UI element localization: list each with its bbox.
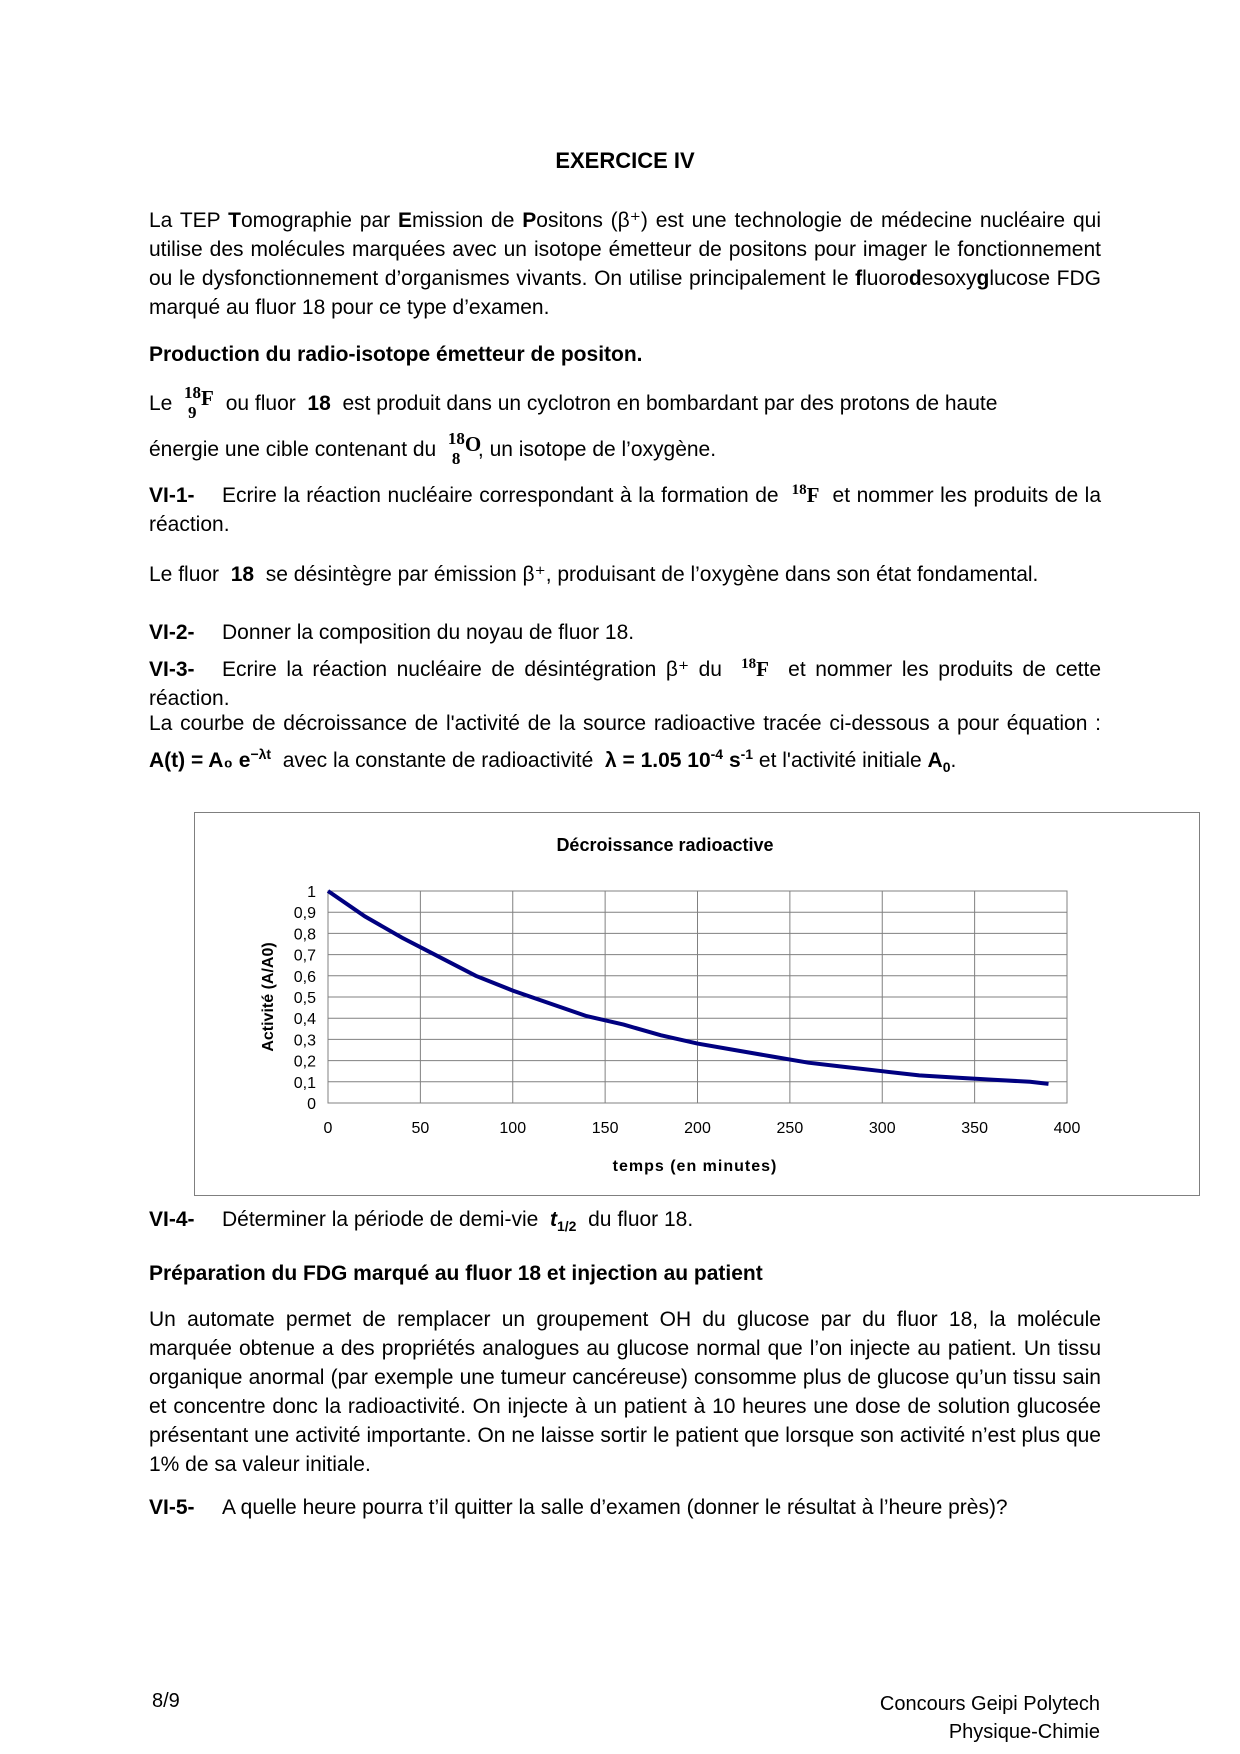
nuclide-fluorine-18: 18 9 F bbox=[184, 383, 214, 422]
x-tick-label: 400 bbox=[1053, 1120, 1081, 1137]
question-vi-2: VI-2- Donner la composition du noyau de fluor 18. bbox=[149, 621, 635, 644]
y-tick-label: 0 bbox=[307, 1096, 316, 1113]
question-vi-3: VI-3- Ecrire la réaction nucléaire de désintégration β⁺ du $^{18}$F et nommer les produits de cette réaction. bbox=[149, 656, 1102, 710]
equation: A(t) = A₀ e bbox=[149, 749, 251, 772]
y-tick-label: 0,4 bbox=[293, 1011, 316, 1029]
footer-line-1: Concours Geipi Polytech bbox=[879, 1693, 1100, 1715]
x-tick-label: 300 bbox=[868, 1120, 896, 1137]
y-axis-label: Activité (A/A0) bbox=[260, 942, 277, 1052]
x-tick-label: 50 bbox=[411, 1120, 430, 1137]
x-tick-label: 200 bbox=[684, 1120, 711, 1137]
production-line-1: Le 18 9 F ou fluor 18 est produit dans un cyclotron en bombardant par des protons de haute bbox=[149, 383, 998, 422]
y-tick-label: 0,9 bbox=[293, 905, 316, 923]
nuclide-oxygen-18: 18 8 O bbox=[447, 429, 482, 468]
y-tick-label: 0,5 bbox=[293, 990, 316, 1007]
decay-curve bbox=[328, 891, 1049, 1084]
y-tick-label: 0,8 bbox=[293, 926, 316, 944]
section-heading-preparation: Préparation du FDG marqué au fluor 18 et injection au patient bbox=[149, 1262, 763, 1285]
decay-paragraph: Le fluor 18 se désintègre par émission β⁺, produisant de l’oxygène dans son état fondamental. bbox=[149, 563, 1039, 586]
x-axis-label: temps (en minutes) bbox=[612, 1158, 778, 1175]
x-tick-label: 100 bbox=[499, 1120, 527, 1137]
decay-chart bbox=[194, 812, 1200, 1196]
footer-line-2: Physique-Chimie bbox=[948, 1721, 1100, 1743]
y-tick-label: 0,1 bbox=[293, 1074, 316, 1092]
x-tick-label: 250 bbox=[776, 1120, 804, 1137]
question-vi-4: VI-4- Déterminer la période de demi-vie $t_{1/2}$ du fluor 18. bbox=[149, 1208, 694, 1235]
intro-paragraph: La TEP Tomographie par Emission de Positons (β⁺) est une technologie de médecine nucléaire qui utilise des molécules marquées avec un isotope émetteur de positons pour imager le fonctionnement ou le dysfonctionnement d’organismes vivants. On utilise principalement le fluorodesoxyglucose FDG marqué au fluor 18 pour ce type d’examen. bbox=[149, 209, 1101, 319]
exercise-title: EXERCICE IV bbox=[555, 148, 695, 173]
preparation-paragraph: Un automate permet de remplacer un groupement OH du glucose par du fluor 18, la molécule marquée obtenue a des propriétés analogues au glucose normal que l’on injecte au patient. Un tissu organique anormal (par exemple une tumeur cancéreuse) consomme plus de glucose qu’un tissu sain et concentre donc la radioactivité. On injecte à un patient à 10 heures une dose de solution glucosée présentant une activité importante. On ne laisse sortir le patient que lorsque son activité n’est plus que 1% de sa valeur initiale. bbox=[149, 1308, 1101, 1476]
y-tick-label: 0,6 bbox=[293, 968, 316, 986]
chart-svg bbox=[195, 813, 1199, 1195]
x-tick-label: 0 bbox=[323, 1120, 333, 1137]
question-vi-5: VI-5- A quelle heure pourra t’il quitter la salle d’examen (donner le résultat à l’heure près)? bbox=[149, 1496, 1008, 1519]
footer-source bbox=[880, 1690, 1100, 1746]
y-tick-label: 0,2 bbox=[293, 1053, 316, 1071]
y-tick-label: 0,3 bbox=[293, 1032, 316, 1050]
curve-paragraph: La courbe de décroissance de l'activité de la source radioactive tracée ci-dessous a pour équation : A(t) = A₀ $e^{-\lambda t}$ avec la constante de radioactivité λ = 1.05 $10^{-4}$ $s^{-1}$ et l'activité initiale $A_0$. bbox=[149, 712, 1101, 776]
chart-title: Décroissance radioactive bbox=[556, 835, 774, 855]
production-line-2: énergie une cible contenant du 18 8 O , un isotope de l’oxygène. bbox=[149, 429, 717, 468]
page bbox=[149, 0, 1101, 1754]
x-tick-label: 350 bbox=[961, 1120, 988, 1137]
y-tick-label: 1 bbox=[307, 884, 316, 901]
section-heading-production: Production du radio-isotope émetteur de positon. bbox=[149, 343, 643, 366]
y-tick-label: 0,7 bbox=[293, 947, 316, 965]
x-tick-label: 150 bbox=[591, 1120, 619, 1137]
page-number: 8/9 bbox=[152, 1690, 180, 1712]
question-vi-1: VI-1- Ecrire la réaction nucléaire correspondant à la formation de $^{18}$F et nommer les produits de la réaction. bbox=[149, 482, 1102, 536]
